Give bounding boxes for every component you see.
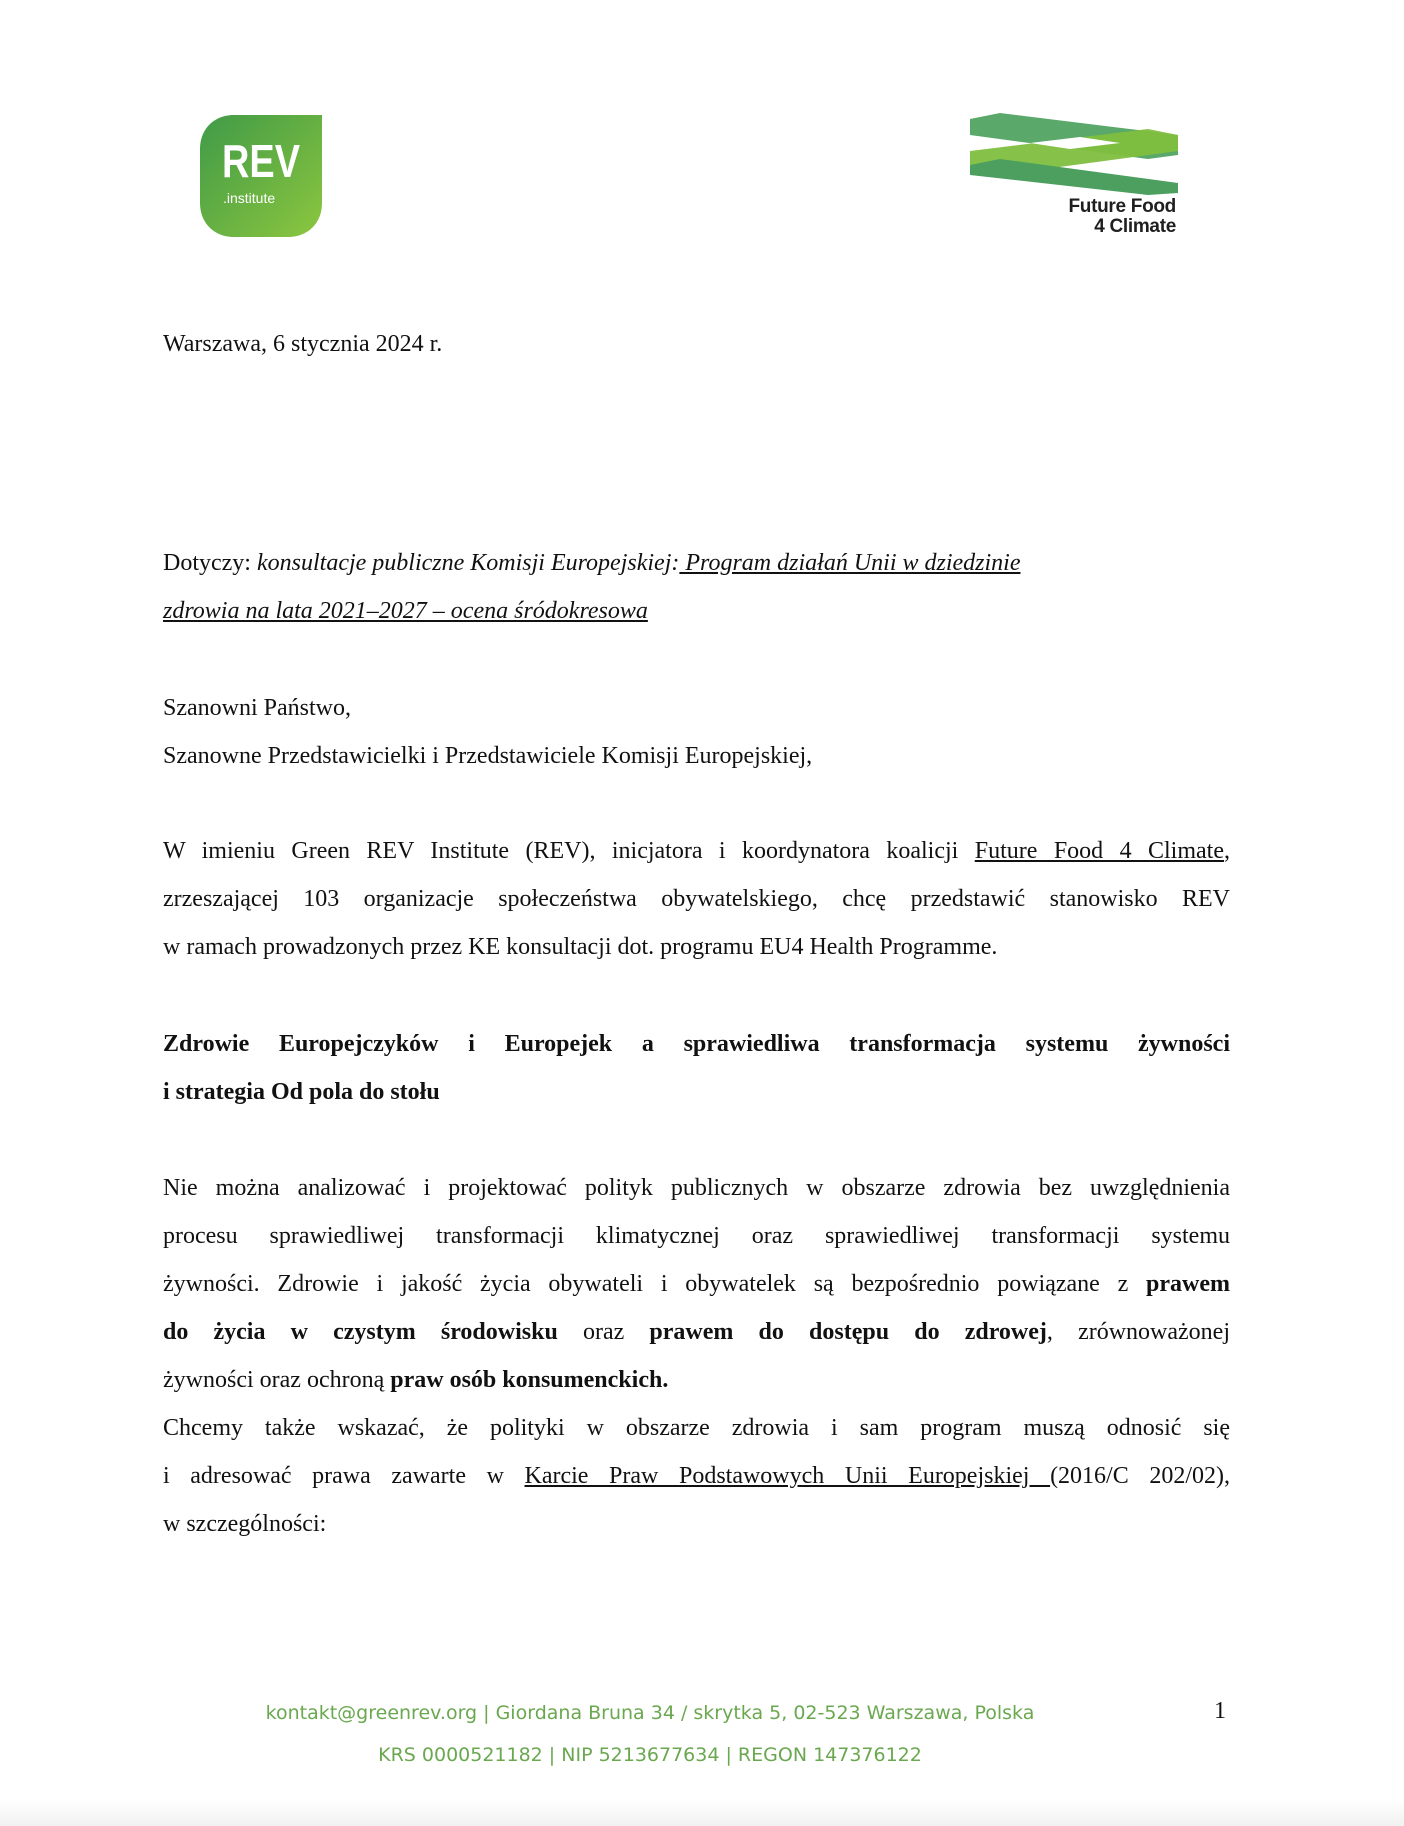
para-line4a: do życia w czystym środowisku (163, 1319, 558, 1345)
intro-part2: , (1224, 838, 1230, 864)
heading-line2: i strategia Od pola do stołu (163, 1079, 440, 1105)
para-line6: Chcemy także wskazać, że polityki w obszarze zdrowia i sam program muszą odnosić się (163, 1415, 1230, 1441)
future-food-logo-line2: 4 Climate (1094, 216, 1176, 237)
para-line1: Nie można analizować i projektować polityk publicznych w obszarze zdrowia bez uwzględnienia (163, 1175, 1230, 1201)
para-line7c: (2016/C 202/02), (1050, 1463, 1230, 1489)
para-line2: procesu sprawiedliwej transformacji klimatycznej oraz sprawiedliwej transformacji systemu (163, 1223, 1230, 1249)
section-heading (163, 1020, 1230, 1116)
subject-italic: konsultacje publiczne Komisji Europejskiej: (256, 550, 680, 576)
greeting-block (163, 684, 1230, 780)
footer-contact-line: kontakt@greenrev.org | Giordana Bruna 34 / skrytka 5, 02-523 Warszawa, Polska (265, 1702, 1035, 1724)
heading-line1: Zdrowie Europejczyków i Europejek a sprawiedliwa transformacja systemu żywności (163, 1031, 1230, 1057)
greeting-line2: Szanowne Przedstawicielki i Przedstawiciele Komisji Europejskiej, (163, 743, 813, 769)
page-number: 1 (1214, 1698, 1226, 1724)
future-food-link[interactable]: Future Food 4 Climate (974, 838, 1224, 864)
para-line7a: i adresować prawa zawarte w (163, 1463, 525, 1489)
page-bottom-edge (0, 1800, 1404, 1826)
body-paragraph (163, 1164, 1230, 1548)
charter-link[interactable]: Karcie Praw Podstawowych Unii Europejskiej (524, 1463, 1051, 1489)
intro-part1: W imieniu Green REV Institute (REV), inicjatora i koordynatora koalicji (163, 838, 975, 864)
svg-text:REV: REV (222, 135, 301, 187)
subject-block (163, 539, 1230, 635)
future-food-4-climate-logo (970, 113, 1178, 243)
subject-label: Dotyczy: (163, 550, 257, 576)
future-food-logo-line1: Future Food (1068, 196, 1176, 217)
para-line3a: żywności. Zdrowie i jakość życia obywateli i obywatelek są bezpośrednio powiązane z (163, 1271, 1147, 1297)
para-line4b: oraz (557, 1319, 650, 1345)
para-line8: w szczególności: (163, 1511, 327, 1537)
document-date: Warszawa, 6 stycznia 2024 r. (163, 331, 443, 357)
rev-institute-logo (200, 115, 322, 237)
intro-line3: w ramach prowadzonych przez KE konsultacji dot. programu EU4 Health Programme. (163, 934, 998, 960)
footer-registry-line: KRS 0000521182 | NIP 5213677634 | REGON 147376122 (378, 1744, 922, 1766)
greeting-line1: Szanowni Państwo, (163, 695, 351, 721)
subject-link-line2[interactable]: zdrowia na lata 2021–2027 – ocena śródokresowa (163, 598, 648, 624)
para-line4d: , zrównoważonej (1046, 1319, 1231, 1345)
subject-link-line1[interactable]: Program działań Unii w dziedzinie (679, 550, 1021, 576)
svg-text:.institute: .institute (223, 190, 276, 206)
para-line4c: prawem do dostępu do zdrowej (649, 1319, 1047, 1345)
para-line5a: żywności oraz ochroną (163, 1367, 391, 1393)
para-line3b: prawem (1146, 1271, 1230, 1297)
intro-line2: zrzeszającej 103 organizacje społeczeństwa obywatelskiego, chcę przedstawić stanowisko REV (163, 886, 1230, 912)
para-line5b: praw osób konsumenckich. (390, 1367, 669, 1393)
intro-paragraph (163, 827, 1230, 971)
future-food-logo-text (970, 197, 1176, 237)
